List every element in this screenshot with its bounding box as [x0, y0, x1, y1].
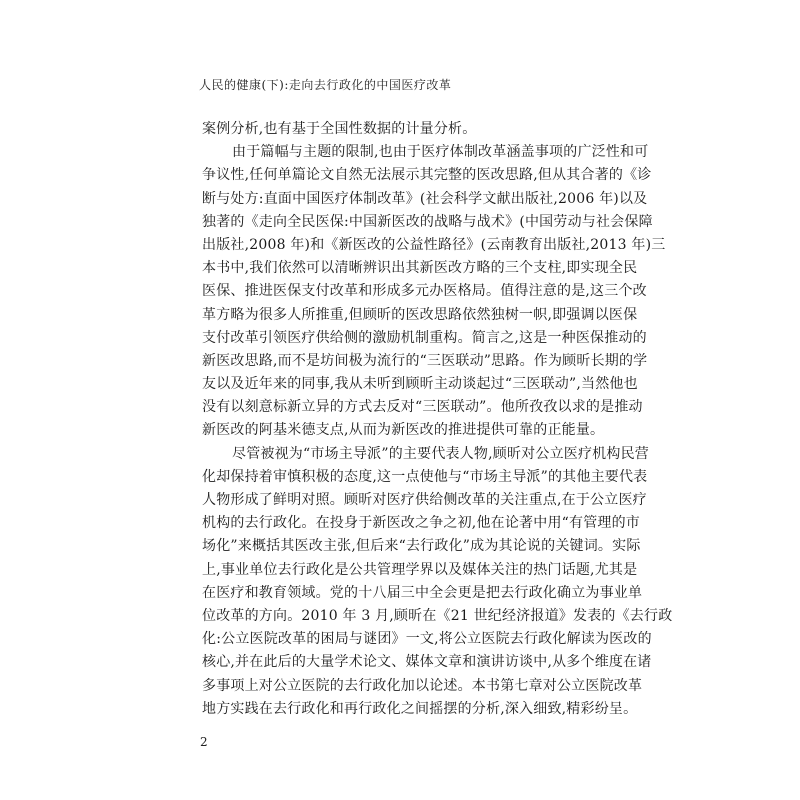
text-line: 多事项上对公立医院的去行政化加以论述。本书第七章对公立医院改革: [202, 677, 643, 694]
text-line: 人物形成了鲜明对照。顾昕对医疗供给侧改革的关注重点,在于公立医疗: [202, 492, 647, 508]
text-line: 友以及近年来的同事,我从未听到顾昕主动谈起过“三医联动”,当然他也: [202, 376, 638, 393]
text-line: 尽管被视为“市场主导派”的主要代表人物,顾昕对公立医疗机构民营: [232, 445, 649, 462]
page-number: 2: [200, 735, 208, 749]
text-line: 位改革的方向。2010 年 3 月,顾昕在《21 世纪经济报道》发表的《去行政: [202, 607, 673, 624]
text-line: 争议性,任何单篇论文自然无法展示其完整的医改思路,但从其合著的《诊: [202, 167, 652, 184]
text-line: 地方实践在去行政化和再行政化之间摇摆的分析,深入细致,精彩纷呈。: [202, 700, 638, 717]
text-line: 案例分析,也有基于全国性数据的计量分析。: [202, 121, 477, 137]
text-line: 没有以刻意标新立异的方式去反对“三医联动”。他所孜孜以求的是推动: [202, 399, 643, 416]
paragraph: [202, 118, 602, 141]
text-line: 革方略为很多人所推重,但顾昕的医改思路依然独树一帜,即强调以医保: [202, 306, 638, 323]
text-line: 在医疗和教育领域。党的十八届三中全会更是把去行政化确立为事业单: [202, 584, 643, 601]
text-line: 新医改的阿基米德支点,从而为新医改的推进提供可靠的正能量。: [202, 422, 605, 439]
text-line: 医保、推进医保支付改革和形成多元办医格局。值得注意的是,这三个改: [202, 283, 647, 300]
text-line: 出版社,2008 年)和《新医改的公益性路径》(云南教育出版社,2013 年)三: [202, 236, 666, 253]
text-line: 化:公立医院改革的困局与谜团》一文,将公立医院去行政化解读为医改的: [202, 631, 652, 648]
paragraph: [202, 141, 666, 442]
text-line: 由于篇幅与主题的限制,也由于医疗体制改革涵盖事项的广泛性和可: [232, 144, 649, 161]
text-line: 新医改思路,而不是坊间极为流行的“三医联动”思路。作为顾昕长期的学: [202, 352, 648, 369]
text-line: 断与处方:直面中国医疗体制改革》(社会科学文献出版社,2006 年)以及: [202, 190, 648, 207]
running-header: 人民的健康(下):走向去行政化的中国医疗改革: [199, 78, 452, 92]
text-line: 独著的《走向全民医保:中国新医改的战略与战术》(中国劳动与社会保障: [202, 213, 653, 230]
text-line: 机构的去行政化。在投身于新医改之争之初,他在论著中用“有管理的市: [202, 515, 641, 532]
text-line: 本书中,我们依然可以清晰辨识出其新医改方略的三个支柱,即实现全民: [202, 260, 638, 277]
paragraph: [202, 443, 673, 721]
text-line: 支付改革引领医疗供给侧的激励机制重构。简言之,这是一种医保推动的: [202, 329, 647, 346]
body-text: [202, 118, 673, 721]
text-line: 核心,并在此后的大量学术论文、媒体文章和演讲访谈中,从多个维度在诸: [202, 654, 652, 671]
text-line: 上,事业单位去行政化是公共管理学界以及媒体关注的热门话题,尤其是: [202, 561, 638, 578]
text-line: 化却保持着审慎积极的态度,这一点使他与“市场主导派”的其他主要代表: [202, 468, 648, 485]
text-line: 场化”来概括其医改主张,但后来“去行政化”成为其论说的关键词。实际: [202, 538, 641, 555]
